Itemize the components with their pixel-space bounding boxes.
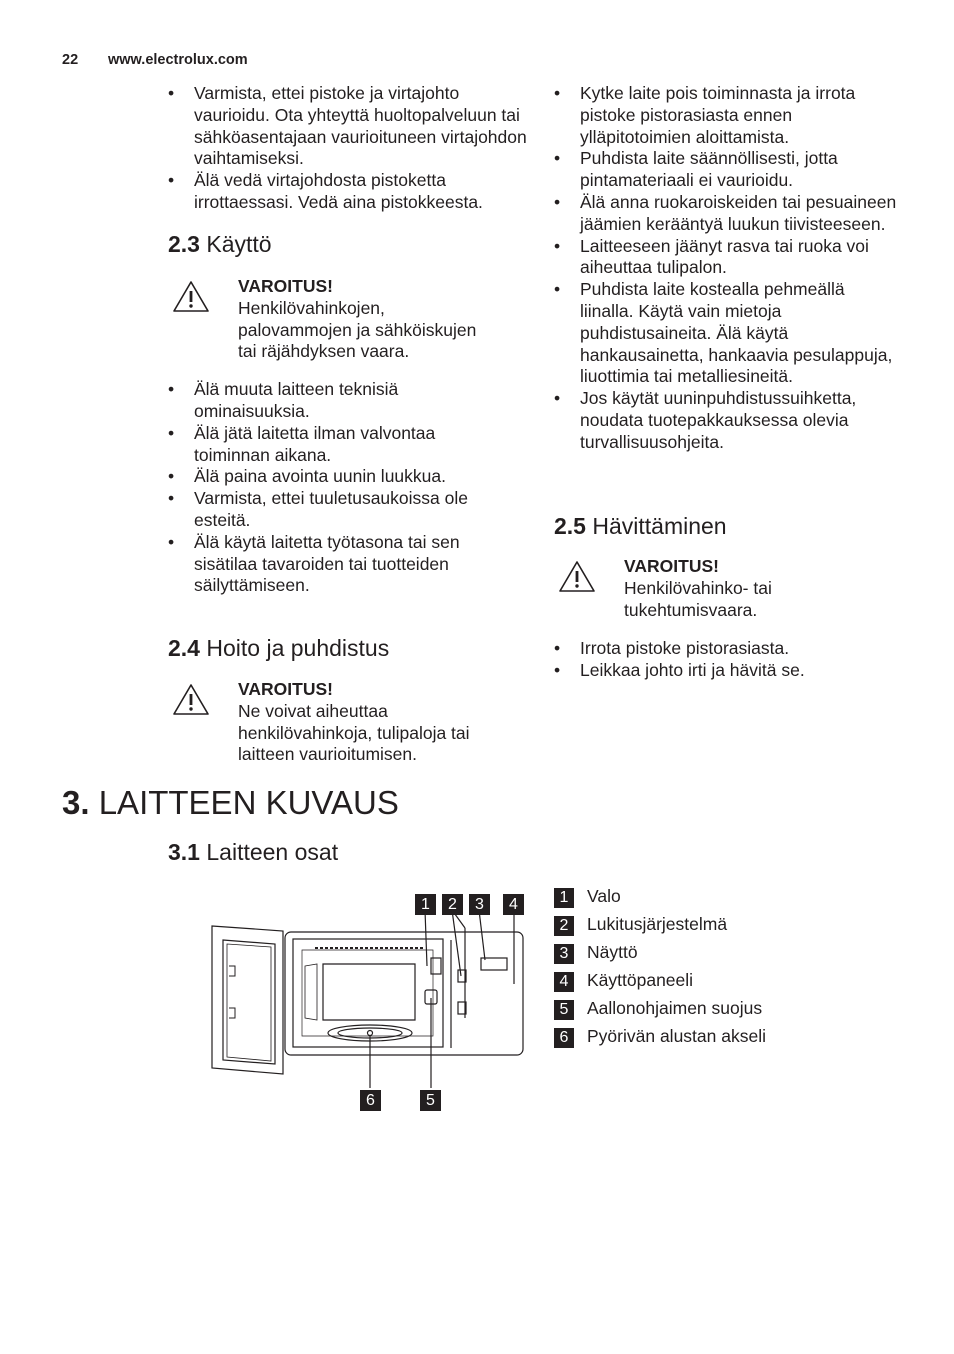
section-heading-2-5: [554, 512, 899, 540]
bullet-list: [168, 379, 528, 597]
bullet-list: [554, 83, 899, 454]
legend-label: Aallonohjaimen suojus: [587, 998, 763, 1018]
microwave-illustration: [205, 888, 535, 1118]
list-item: • Puhdista laite säännöllisesti, jotta pintamateriaali ei vaurioidu.: [554, 148, 899, 192]
list-item: • Älä muuta laitteen teknisiä ominaisuuksia.: [168, 379, 528, 423]
warning-title: VAROITUS!: [238, 679, 333, 699]
list-item: • Leikkaa johto irti ja hävitä se.: [554, 660, 899, 682]
list-item: • Älä vedä virtajohdosta pistoketta irrottaessasi. Vedä aina pistokkeesta.: [168, 170, 528, 214]
warning-text: Ne voivat aiheuttaa henkilövahinkoja, tulipaloja tai laitteen vaurioitumisen.: [238, 700, 470, 765]
chapter-title: LAITTEEN KUVAUS: [98, 784, 399, 821]
header-url: www.electrolux.com: [108, 52, 248, 68]
legend-label: Lukitusjärjestelmä: [587, 914, 728, 934]
legend-label: Valo: [587, 886, 621, 906]
list-item: • Puhdista laite kostealla pehmeällä liinalla. Käytä vain mietoja puhdistusaineita. Älä käytä hankausainetta, hankaavia pesulappuja, liuottimia tai metalliesineitä.: [554, 279, 899, 388]
section-number: 2.3: [168, 231, 200, 257]
diagram-number-6: 6: [360, 1090, 381, 1111]
list-item: • Älä jätä laitetta ilman valvontaa toiminnan aikana.: [168, 423, 528, 467]
section-2-4: [168, 634, 528, 766]
section-heading-3-1: [168, 838, 338, 866]
list-item: • Kytke laite pois toiminnasta ja irrota pistoke pistorasiasta ennen ylläpitotoimien aloittamista.: [554, 83, 899, 148]
legend-number: 3: [554, 944, 574, 964]
list-item: • Varmista, ettei pistoke ja virtajohto vaurioidu. Ota yhteyttä huoltopalveluun tai sähköasentajaan vaurioituneen virtajohdon vaihtamiseksi.: [168, 83, 528, 170]
warning-text: Henkilövahinko- tai tukehtumisvaara.: [624, 577, 772, 620]
chapter-number: 3.: [62, 784, 90, 821]
diagram-number-5: 5: [420, 1090, 441, 1111]
list-item: • Laitteeseen jäänyt rasva tai ruoka voi aiheuttaa tulipalon.: [554, 236, 899, 280]
chapter-heading: [62, 783, 399, 823]
section-number: 2.4: [168, 635, 200, 661]
legend-number: 4: [554, 972, 574, 992]
warning-triangle-icon: [172, 683, 210, 716]
section-title: Hävittäminen: [592, 513, 727, 539]
section-2-5: [554, 512, 899, 682]
warning-box: [554, 556, 899, 621]
warning-title: VAROITUS!: [624, 556, 719, 576]
bullet-list: [554, 638, 899, 682]
list-item: • Älä paina avointa uunin luukkua.: [168, 466, 528, 488]
legend-number: 1: [554, 888, 574, 908]
list-item: • Varmista, ettei tuuletusaukoissa ole esteitä.: [168, 488, 528, 532]
appliance-diagram: [205, 888, 535, 1118]
legend-number: 2: [554, 916, 574, 936]
list-item: • Älä käytä laitetta työtasona tai sen sisätilaa tavaroiden tai tuotteiden säilyttämiseen.: [168, 532, 528, 597]
legend-label: Näyttö: [587, 942, 638, 962]
section-title: Hoito ja puhdistus: [206, 635, 390, 661]
warning-text: Henkilövahinkojen, palovammojen ja sähköiskujen tai räjähdyksen vaara.: [238, 297, 477, 362]
diagram-number-2: 2: [442, 894, 463, 915]
section-heading-2-3: [168, 230, 528, 258]
diagram-number-1: 1: [415, 894, 436, 915]
page-number: 22: [62, 52, 79, 68]
warning-box: [168, 679, 528, 766]
section-number: 3.1: [168, 839, 200, 865]
page-header: [62, 52, 248, 68]
list-item: • Jos käytät uuninpuhdistussuihketta, noudata tuotepakkauksessa olevia turvallisuusohjeita.: [554, 388, 899, 453]
warning-triangle-icon: [172, 280, 210, 313]
legend-label: Pyörivän alustan akseli: [587, 1026, 766, 1046]
left-column: [168, 83, 528, 214]
diagram-number-4: 4: [503, 894, 524, 915]
intro-bullet-list: [168, 83, 528, 214]
right-column: [554, 83, 899, 454]
section-title: Laitteen osat: [206, 839, 339, 865]
warning-box: [168, 276, 528, 363]
warning-title: VAROITUS!: [238, 276, 333, 296]
section-heading-2-4: [168, 634, 528, 662]
legend-number: 5: [554, 1000, 574, 1020]
legend-number: 6: [554, 1028, 574, 1048]
section-number: 2.5: [554, 513, 586, 539]
list-item: • Irrota pistoke pistorasiasta.: [554, 638, 899, 660]
legend-label: Käyttöpaneeli: [587, 970, 694, 990]
section-2-3: [168, 230, 528, 597]
warning-triangle-icon: [558, 560, 596, 593]
list-item: • Älä anna ruokaroiskeiden tai pesuaineen jäämien kerääntyä luukun tiivisteeseen.: [554, 192, 899, 236]
diagram-number-3: 3: [469, 894, 490, 915]
section-title: Käyttö: [206, 231, 272, 257]
